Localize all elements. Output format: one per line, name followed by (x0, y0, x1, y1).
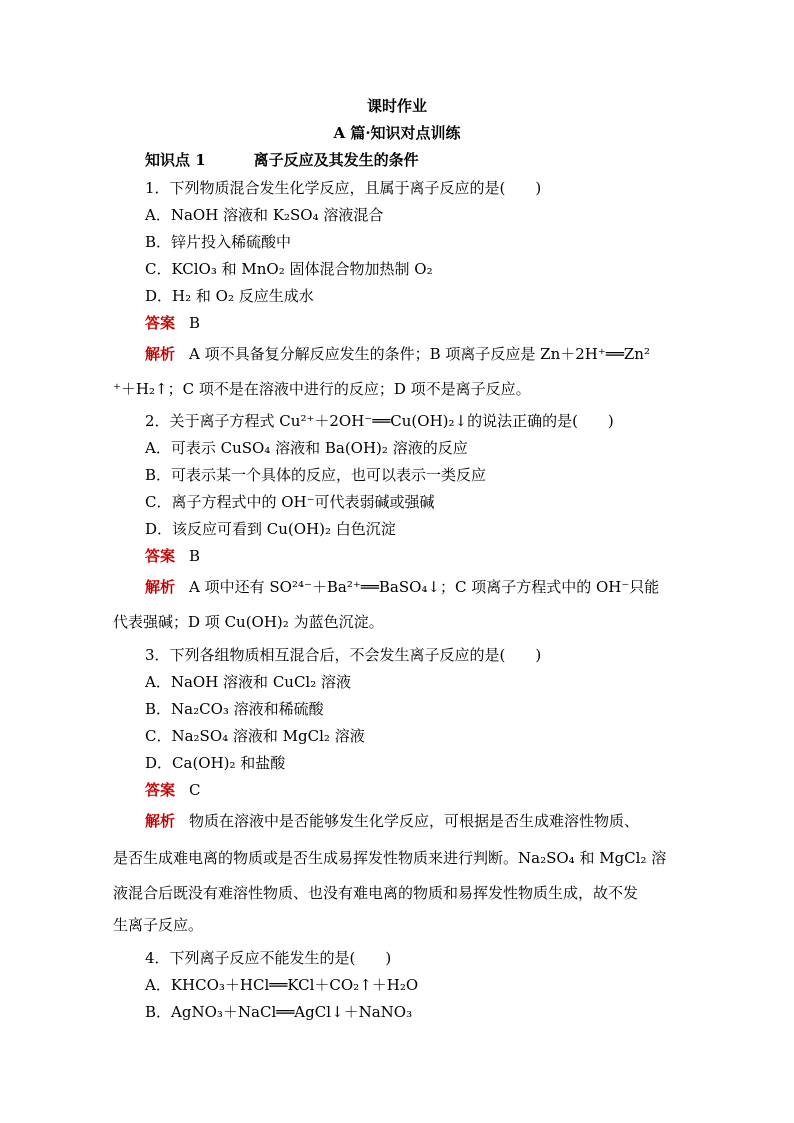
question-1-option-d: D．H₂ 和 O₂ 反应生成水 (145, 287, 314, 305)
answer-label: 答案 (145, 314, 176, 332)
question-3-option-b: B．Na₂CO₃ 溶液和稀硫酸 (145, 700, 324, 718)
analysis-label: 解析 (145, 578, 176, 596)
answer-value: B (189, 314, 201, 332)
question-1-stem: 1．下列物质混合发生化学反应，且属于离子反应的是( ) (145, 179, 542, 197)
answer-value: B (189, 547, 201, 565)
question-3-option-d: D．Ca(OH)₂ 和盐酸 (145, 754, 286, 772)
question-4-option-a: A．KHCO₃＋HCl══KCl＋CO₂↑＋H₂O (145, 976, 419, 994)
question-3-analysis-line-4: 生离子反应。 (113, 916, 204, 934)
knowledge-point-number: 知识点 1 (145, 151, 206, 169)
analysis-text: A 项不具备复分解反应发生的条件；B 项离子反应是 Zn＋2H⁺══Zn² (189, 345, 650, 363)
analysis-label: 解析 (145, 345, 176, 363)
question-1-analysis-line-2: ⁺＋H₂↑；C 项不是在溶液中进行的反应；D 项不是离子反应。 (113, 380, 531, 398)
question-2-stem: 2．关于离子方程式 Cu²⁺＋2OH⁻══Cu(OH)₂↓的说法正确的是( ) (145, 412, 614, 430)
question-3-option-c: C．Na₂SO₄ 溶液和 MgCl₂ 溶液 (145, 727, 365, 745)
knowledge-point-heading (145, 151, 419, 169)
question-1-option-c: C．KClO₃ 和 MnO₂ 固体混合物加热制 O₂ (145, 260, 433, 278)
question-2-option-c: C．离子方程式中的 OH⁻可代表弱碱或强碱 (145, 493, 435, 511)
analysis-text: 物质在溶液中是否能够发生化学反应，可根据是否生成难溶性物质、 (189, 812, 640, 830)
question-2-analysis-line-2: 代表强碱；D 项 Cu(OH)₂ 为蓝色沉淀。 (113, 613, 384, 631)
question-3-option-a: A．NaOH 溶液和 CuCl₂ 溶液 (145, 673, 352, 691)
question-1-option-b: B．锌片投入稀硫酸中 (145, 233, 292, 251)
question-3-analysis-line-1 (145, 812, 639, 830)
question-3-analysis-line-2: 是否生成难电离的物质或是否生成易挥发性物质来进行判断。Na₂SO₄ 和 MgCl₂ 溶 (113, 849, 667, 867)
analysis-label: 解析 (145, 812, 176, 830)
question-1-answer (145, 314, 200, 332)
question-4-stem: 4．下列离子反应不能发生的是( ) (145, 949, 392, 967)
question-2-analysis-line-1 (145, 578, 659, 596)
answer-label: 答案 (145, 547, 176, 565)
analysis-text: A 项中还有 SO²⁴⁻＋Ba²⁺══BaSO₄↓；C 项离子方程式中的 OH⁻只能 (189, 578, 660, 596)
question-3-analysis-line-3: 液混合后既没有难溶性物质、也没有难电离的物质和易挥发性物质生成，故不发 (113, 884, 639, 902)
question-2-option-a: A．可表示 CuSO₄ 溶液和 Ba(OH)₂ 溶液的反应 (145, 439, 468, 457)
question-1-option-a: A．NaOH 溶液和 K₂SO₄ 溶液混合 (145, 206, 384, 224)
answer-label: 答案 (145, 781, 176, 799)
section-subtitle: A 篇·知识对点训练 (333, 124, 461, 142)
question-2-option-b: B．可表示某一个具体的反应，也可以表示一类反应 (145, 466, 487, 484)
question-3-stem: 3．下列各组物质相互混合后，不会发生离子反应的是( ) (145, 646, 542, 664)
answer-value: C (189, 781, 201, 799)
question-2-option-d: D．该反应可看到 Cu(OH)₂ 白色沉淀 (145, 520, 396, 538)
question-2-answer (145, 547, 200, 565)
question-1-analysis-line-1 (145, 345, 650, 363)
knowledge-point-title: 离子反应及其发生的条件 (253, 151, 419, 169)
page-title: 课时作业 (366, 97, 427, 115)
question-4-option-b: B．AgNO₃＋NaCl══AgCl↓＋NaNO₃ (145, 1003, 413, 1021)
question-3-answer (145, 781, 201, 799)
